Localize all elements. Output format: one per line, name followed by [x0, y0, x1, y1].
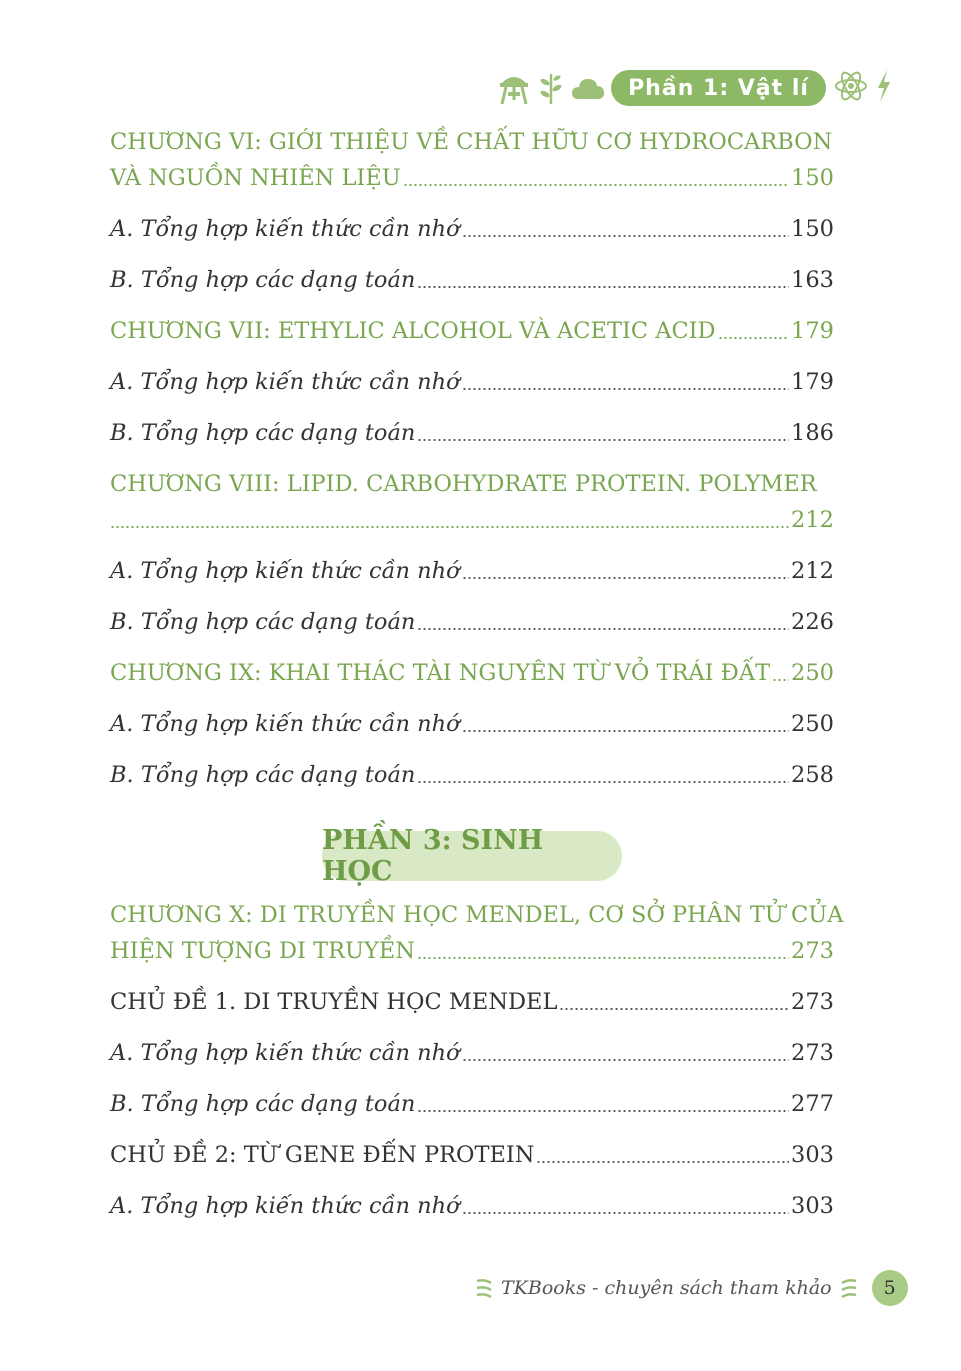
toc-page: 303	[791, 1193, 834, 1219]
lightning-icon	[875, 68, 893, 104]
toc-page: 250	[791, 711, 834, 737]
leader-dots	[462, 234, 789, 238]
toc-page: 277	[791, 1091, 834, 1117]
cloud-icon	[571, 73, 605, 103]
toc-page: 250	[791, 660, 834, 686]
toc-label: A. Tổng hợp kiến thức cần nhớ	[110, 369, 460, 395]
page-number-text: 5	[883, 1277, 896, 1299]
leader-dots	[559, 1007, 789, 1011]
part-3-title	[322, 825, 622, 887]
toc-label: A. Tổng hợp kiến thức cần nhớ	[110, 558, 460, 584]
toc-label: B. Tổng hợp các dạng toán	[110, 1091, 416, 1117]
toc-label: VÀ NGUỒN NHIÊN LIỆU	[110, 165, 401, 191]
leader-dots	[110, 525, 789, 529]
toc-label: A. Tổng hợp kiến thức cần nhớ	[110, 1040, 460, 1066]
leader-dots	[772, 678, 789, 682]
toc-chapter-8-part-a[interactable]	[110, 553, 834, 589]
toc-chapter-9-part-b[interactable]	[110, 757, 834, 793]
toc-page: 179	[791, 369, 834, 395]
leader-dots	[462, 1058, 789, 1062]
toc-chapter-8-title: CHƯƠNG VIII: LIPID. CARBOHYDRATE PROTEIN. POLYMER	[110, 471, 817, 497]
leader-dots	[462, 576, 789, 580]
toc-label: CHƯƠNG VII: ETHYLIC ALCOHOL VÀ ACETIC ACID	[110, 318, 716, 344]
leader-dots	[718, 336, 789, 340]
toc-label: B. Tổng hợp các dạng toán	[110, 267, 416, 293]
leader-dots	[536, 1160, 789, 1164]
toc-page: 226	[791, 609, 834, 635]
part-label: Phần 1: Vật lí	[628, 75, 809, 101]
toc-label: B. Tổng hợp các dạng toán	[110, 762, 416, 788]
header-icons	[497, 70, 605, 106]
toc-chapter-9[interactable]	[110, 655, 834, 691]
toc-topic-1-part-b[interactable]	[110, 1086, 834, 1122]
leader-dots	[417, 627, 789, 631]
toc-chapter-6-title: CHƯƠNG VI: GIỚI THIỆU VỀ CHẤT HỮU CƠ HYDROCARBON	[110, 129, 833, 155]
sprig-icon	[840, 1277, 858, 1299]
leader-dots	[417, 438, 789, 442]
leaf-icon	[539, 70, 563, 106]
toc-label: B. Tổng hợp các dạng toán	[110, 420, 416, 446]
toc-page: 212	[791, 507, 834, 533]
sprig-icon	[475, 1277, 493, 1299]
leader-dots	[417, 1109, 789, 1113]
leader-dots	[417, 956, 789, 960]
toc-chapter-8-part-b[interactable]	[110, 604, 834, 640]
footer-brand: TKBooks - chuyên sách tham khảo	[501, 1277, 832, 1299]
toc-chapter-6-part-b[interactable]	[110, 262, 834, 298]
toc-topic-1[interactable]	[110, 984, 834, 1020]
leader-dots	[417, 285, 789, 289]
toc-page: 303	[791, 1142, 834, 1168]
toc-chapter-7[interactable]	[110, 313, 834, 349]
toc-label: A. Tổng hợp kiến thức cần nhớ	[110, 216, 460, 242]
toc-chapter-6[interactable]	[110, 160, 834, 196]
toc-page: 273	[791, 989, 834, 1015]
toc-chapter-10[interactable]	[110, 933, 834, 969]
toc-chapter-6-part-a[interactable]	[110, 211, 834, 247]
leader-dots	[462, 729, 789, 733]
toc-label: CHỦ ĐỀ 1. DI TRUYỀN HỌC MENDEL	[110, 989, 558, 1015]
leader-dots	[417, 780, 789, 784]
leader-dots	[462, 387, 789, 391]
toc-page: 150	[791, 216, 834, 242]
toc-label: A. Tổng hợp kiến thức cần nhớ	[110, 1193, 460, 1219]
toc-page: 163	[791, 267, 834, 293]
toc-topic-1-part-a[interactable]	[110, 1035, 834, 1071]
toc-topic-2-part-a[interactable]	[110, 1188, 834, 1224]
footer	[475, 1270, 908, 1306]
toc-label: HIỆN TƯỢNG DI TRUYỀN	[110, 938, 415, 964]
toc-topic-2[interactable]	[110, 1137, 834, 1173]
toc-chapter-10-title: CHƯƠNG X: DI TRUYỀN HỌC MENDEL, CƠ SỞ PHÂN TỬ CỦA	[110, 902, 844, 928]
part-label-pill	[611, 70, 826, 106]
header-right-icons	[833, 68, 893, 104]
toc-label: CHỦ ĐỀ 2: TỪ GENE ĐẾN PROTEIN	[110, 1142, 535, 1168]
toc-chapter-8[interactable]	[110, 502, 834, 538]
toc-chapter-7-part-a[interactable]	[110, 364, 834, 400]
lab-stand-icon	[497, 70, 531, 106]
toc-label: B. Tổng hợp các dạng toán	[110, 609, 416, 635]
toc-page: 258	[791, 762, 834, 788]
leader-dots	[403, 183, 789, 187]
toc-page: 273	[791, 938, 834, 964]
toc-label: A. Tổng hợp kiến thức cần nhớ	[110, 711, 460, 737]
toc-chapter-7-part-b[interactable]	[110, 415, 834, 451]
atom-icon	[833, 68, 869, 104]
toc-page: 179	[791, 318, 834, 344]
part-3-label: PHẦN 3: SINH HỌC	[322, 825, 544, 887]
toc-page: 150	[791, 165, 834, 191]
table-of-contents	[110, 124, 844, 1224]
leader-dots	[462, 1211, 789, 1215]
toc-label: CHƯƠNG IX: KHAI THÁC TÀI NGUYÊN TỪ VỎ TRÁI ĐẤT	[110, 660, 771, 686]
toc-page: 186	[791, 420, 834, 446]
toc-page: 273	[791, 1040, 834, 1066]
toc-chapter-9-part-a[interactable]	[110, 706, 834, 742]
page-number	[872, 1270, 908, 1306]
toc-page: 212	[791, 558, 834, 584]
